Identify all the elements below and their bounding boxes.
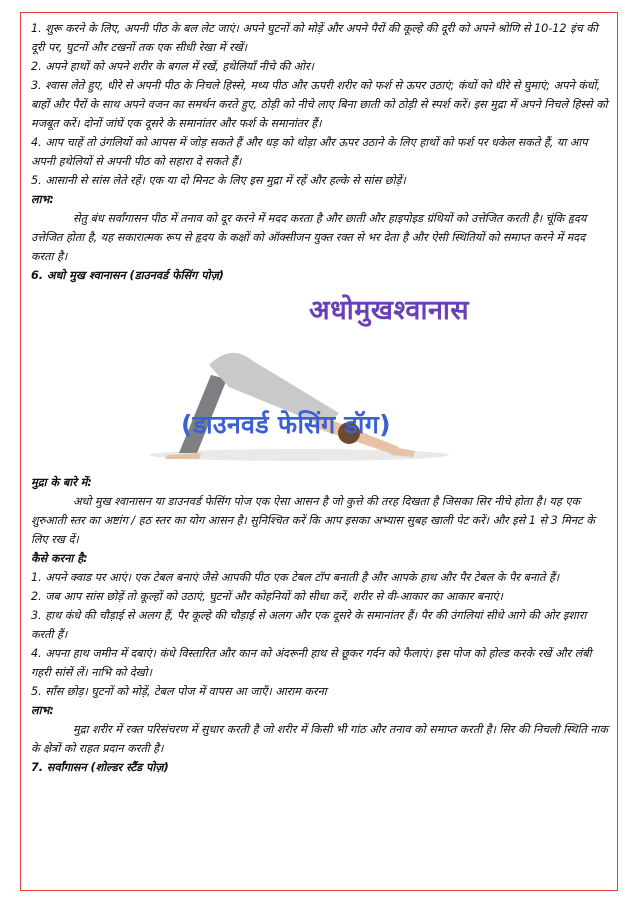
benefits-label: लाभ: bbox=[31, 193, 54, 206]
howto-step-3: 3. हाथ कंधे की चौड़ाई से अलग हैं, पैर कूल्हे की चौड़ाई से अलग और एक दूसरे के समानांतर हैं। पैर की उंगलियां सीधे आगे की ओर इशारा करती हैं। bbox=[31, 609, 587, 641]
step-2-text: 2. अपने हाथों को अपने शरीर के बगल में रखें, हथेलियाँ नीचे की ओर। bbox=[31, 60, 314, 73]
page-border bbox=[20, 12, 618, 891]
figure-title: अधोमुखश्वानास bbox=[309, 295, 470, 326]
about-label: मुद्रा के बारे में: bbox=[31, 476, 92, 489]
section-6-heading: 6. अधो मुख श्वानासन (डाउनवर्ड फेसिंग पोज़) bbox=[31, 269, 224, 282]
step-4-text: 4. आप चाहें तो उंगलियों को आपस में जोड़ सकते हैं और धड़ को थोड़ा और ऊपर उठाने के लिए हाथों को फर्श पर धकेल सकते हैं, या आप अपनी हथेलियों से अपनी पीठ को सहारा दे सकते हैं। bbox=[31, 136, 588, 168]
benefits-text-2: मुद्रा शरीर में रक्त परिसंचरण में सुधार करती है जो शरीर में किसी भी गांठ और तनाव को समाप्त करती है। सिर की निचली स्थिति नाक के क्षेत्रों को राहत प्रदान करती है। bbox=[31, 723, 609, 755]
howto-step-1: 1. अपने क्वाड पर आएं। एक टेबल बनाएं जैसे आपकी पीठ एक टेबल टॉप बनाती है और आपके हाथ और पैर टेबल के पैर बनाते हैं। bbox=[31, 571, 560, 584]
howto-step-4: 4. अपना हाथ जमीन में दबाएं। कंधे विस्तारित और कान को अंदरूनी हाथ से छूकर गर्दन को फैलाएं। इस पोज को होल्ड करके रखें और लंबी गहरी सांसें लें। नाभि को देखो। bbox=[31, 647, 592, 679]
benefits-label-2: लाभ: bbox=[31, 704, 54, 717]
howto-step-5: 5. साँस छोड़। घुटनों को मोड़ें, टेबल पोज में वापस आ जाएँ। आराम करना bbox=[31, 685, 327, 698]
section-7-heading: 7. सर्वांगासन (शोल्डर स्टैंड पोज़) bbox=[31, 761, 169, 774]
howto-step-2: 2. जब आप सांस छोड़ें तो कूल्हों को उठाएं, घुटनों और कोहनियों को सीधा करें, शरीर से वी-आकार का आकार बनाएं। bbox=[31, 590, 503, 603]
pose-illustration bbox=[149, 295, 549, 465]
step-3-text: 3. श्वास लेते हुए, धीरे से अपनी पीठ के निचले हिस्से, मध्य पीठ और ऊपरी शरीर को फर्श से ऊपर उठाएं; कंधों को धीरे से घुमाएं; अपने कंधों, बाहों और पैरों के साथ अपने वजन का समर्थन करते हुए, ठोड़ी को नीचे लाए बिना छाती को ठोड़ी से स्पर्श करें। इस मुद्रा में अपने निचले हिस्से को मजबूत करें। दोनों जांघें एक दूसरे के समानांतर और फर्श के समानांतर हैं। bbox=[31, 79, 608, 130]
step-1-text: 1. शुरू करने के लिए, अपनी पीठ के बल लेट जाएं। अपने घुटनों को मोड़ें और अपने पैरों की कूल्हे की दूरी को अपने श्रोणि से 10-12 इंच की दूरी पर, घुटनों और टखनों तक एक सीधी रेखा में रखें। bbox=[31, 22, 598, 54]
figure-subtitle: (डाउनवर्ड फेसिंग डॉग) bbox=[181, 410, 391, 439]
benefits-text: सेतु बंध सर्वांगासन पीठ में तनाव को दूर करने में मदद करता है और छाती और हाइपोइड ग्रंथियों को उत्तेजित करती है। चूंकि हृदय उत्तेजित होता है, यह सकारात्मक रूप से हृदय के कक्षों को ऑक्सीजन युक्त रक्त से भर देता है और ऐसी स्थितियों को समाप्त करने में मदद करता है। bbox=[31, 212, 587, 263]
how-label: कैसे करना है: bbox=[31, 552, 88, 565]
document-body bbox=[31, 19, 609, 777]
about-text: अधो मुख श्वानासन या डाउनवर्ड फेसिंग पोज एक ऐसा आसन है जो कुत्ते की तरह दिखता है जिसका सिर नीचे होता है। यह एक शुरुआती स्तर का अष्टांग / हठ स्तर का योग आसन है। सुनिश्चित करें कि आप इसका अभ्यास सुबह खाली पेट करें। और इसे 1 से 3 मिनट के लिए रख दें। bbox=[31, 495, 595, 546]
step-5-text: 5. आसानी से सांस लेते रहें। एक या दो मिनट के लिए इस मुद्रा में रहें और हल्के से सांस छोड़ें। bbox=[31, 174, 406, 187]
